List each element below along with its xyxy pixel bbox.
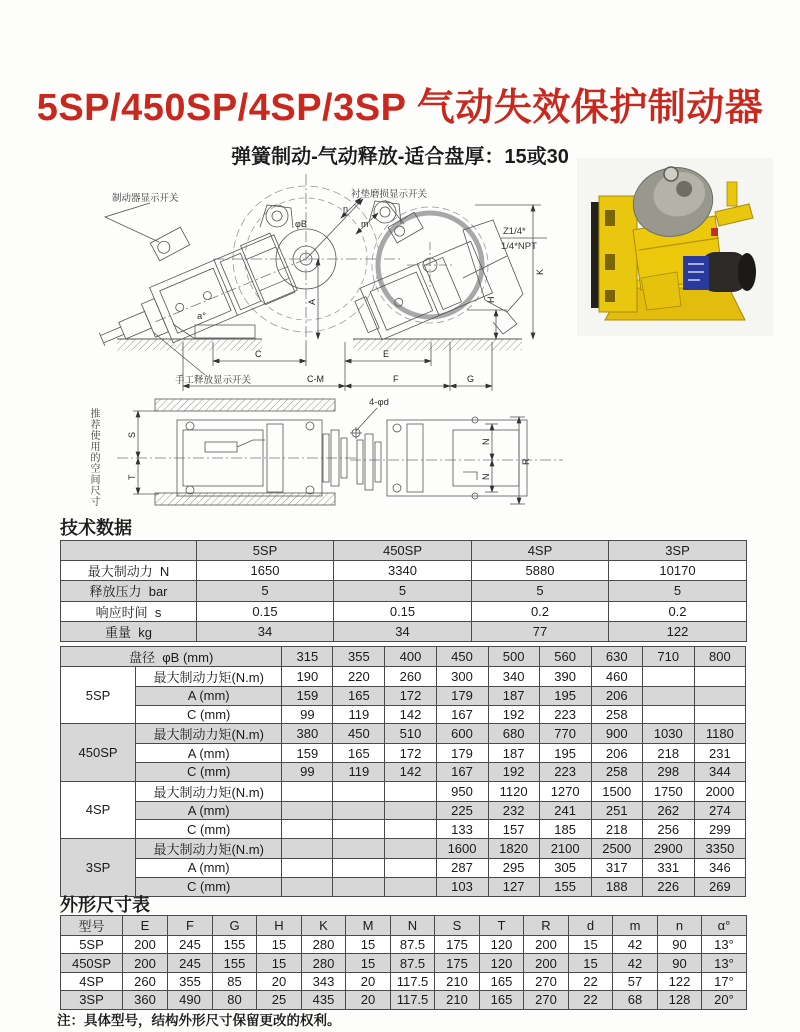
table-cell: 280 <box>302 936 346 954</box>
row-label: C (mm) <box>136 820 282 839</box>
table-cell <box>282 877 333 896</box>
table-cell <box>385 781 436 801</box>
table-cell: 128 <box>658 991 702 1009</box>
table-cell: 57 <box>613 972 658 990</box>
table-cell: 241 <box>539 801 591 820</box>
column-header: F <box>168 916 213 936</box>
table-cell: 258 <box>591 763 642 782</box>
row-label: 最大制动力矩(N.m) <box>136 724 282 744</box>
table-cell: 165 <box>333 744 385 763</box>
table-cell: 5 <box>334 581 472 601</box>
tech-data-heading: 技术数据 <box>60 518 132 538</box>
table-cell <box>333 820 385 839</box>
table-cell: 1270 <box>539 781 591 801</box>
table-cell: 258 <box>591 705 642 724</box>
table-cell: 380 <box>282 724 333 744</box>
table-cell: 200 <box>524 954 569 972</box>
dim-A: A <box>307 298 317 305</box>
dim-G: G <box>467 374 475 384</box>
table-cell <box>282 839 333 859</box>
table-cell: 251 <box>591 801 642 820</box>
table-cell: 90 <box>658 954 702 972</box>
pad-wear-switch-callout: 衬垫磨损显示开关 <box>351 189 428 200</box>
table-cell: 34 <box>334 621 472 641</box>
table-cell: 1820 <box>488 839 539 859</box>
table-cell: 179 <box>436 687 488 706</box>
table-cell: 210 <box>435 991 480 1009</box>
column-header: H <box>257 916 302 936</box>
column-header: 3SP <box>609 541 747 561</box>
table-cell: 117.5 <box>391 991 435 1009</box>
table-cell: 15 <box>346 936 391 954</box>
table-cell: 77 <box>472 621 609 641</box>
table-cell: 1500 <box>591 781 642 801</box>
dim-H: H <box>486 296 496 303</box>
table-cell: 2900 <box>642 839 694 859</box>
row-label: A (mm) <box>136 687 282 706</box>
table-cell: 20° <box>702 991 747 1009</box>
column-header: 560 <box>539 647 591 667</box>
table-cell: 770 <box>539 724 591 744</box>
table-cell: 120 <box>480 954 524 972</box>
table-cell: 3340 <box>334 561 472 581</box>
table-cell: 206 <box>591 687 642 706</box>
table-cell: 99 <box>282 705 333 724</box>
model-cell: 4SP <box>61 781 136 838</box>
table-cell: 127 <box>488 877 539 896</box>
table-row <box>61 859 746 878</box>
table-cell: 218 <box>642 744 694 763</box>
table-cell: 1600 <box>436 839 488 859</box>
table-cell: 42 <box>613 954 658 972</box>
table-cell <box>333 859 385 878</box>
table-cell <box>333 839 385 859</box>
column-header: 450 <box>436 647 488 667</box>
table-cell: 15 <box>257 936 302 954</box>
table-cell: 25 <box>257 991 302 1009</box>
table-cell: 223 <box>539 763 591 782</box>
table-cell: 2500 <box>591 839 642 859</box>
table-cell: 200 <box>524 936 569 954</box>
page-subtitle: 弹簧制动-气动释放-适合盘厚：15或30 <box>231 146 569 168</box>
table-row <box>61 724 746 744</box>
table-cell: 167 <box>436 763 488 782</box>
row-label: A (mm) <box>136 744 282 763</box>
table-cell <box>642 705 694 724</box>
table-cell <box>642 687 694 706</box>
column-header: d <box>569 916 613 936</box>
table-cell: 360 <box>123 991 168 1009</box>
dim-F: F <box>393 374 399 384</box>
column-header: S <box>435 916 480 936</box>
table-cell: 298 <box>642 763 694 782</box>
table-cell: 20 <box>257 972 302 990</box>
table-cell: 226 <box>642 877 694 896</box>
row-label: C (mm) <box>136 763 282 782</box>
table-cell: 305 <box>539 859 591 878</box>
table-cell <box>694 687 745 706</box>
row-label: 最大制动力矩(N.m) <box>136 839 282 859</box>
table-cell: 220 <box>333 667 385 687</box>
table-cell <box>385 877 436 896</box>
table-cell: 68 <box>613 991 658 1009</box>
model-cell: 5SP <box>61 936 123 954</box>
model-cell: 3SP <box>61 839 136 896</box>
angle-label: a° <box>197 311 207 322</box>
table-cell <box>642 667 694 687</box>
column-header: 4SP <box>472 541 609 561</box>
column-header: m <box>613 916 658 936</box>
dimensions-table <box>60 915 747 1010</box>
table-cell: 5 <box>472 581 609 601</box>
table-row <box>61 991 747 1009</box>
table-cell: 120 <box>480 936 524 954</box>
table-cell: 680 <box>488 724 539 744</box>
table-cell <box>282 781 333 801</box>
table-cell: 165 <box>480 991 524 1009</box>
table-row <box>61 781 746 801</box>
table-cell: 190 <box>282 667 333 687</box>
table-cell: 142 <box>385 763 436 782</box>
row-label: 释放压力 bar <box>61 581 197 601</box>
table-row <box>61 972 747 990</box>
table-cell: 15 <box>257 954 302 972</box>
table-cell: 155 <box>213 954 257 972</box>
table-row <box>61 667 746 687</box>
column-header: α° <box>702 916 747 936</box>
table-cell: 2100 <box>539 839 591 859</box>
table-cell: 34 <box>197 621 334 641</box>
table-cell: 5880 <box>472 561 609 581</box>
dimensions-heading: 外形尺寸表 <box>60 895 150 915</box>
table-cell <box>333 781 385 801</box>
table-cell: 231 <box>694 744 745 763</box>
table-cell: 260 <box>123 972 168 990</box>
table-cell: 17° <box>702 972 747 990</box>
column-header: 400 <box>385 647 436 667</box>
column-header: 500 <box>488 647 539 667</box>
product-photo <box>577 158 773 336</box>
table-row <box>61 561 747 581</box>
table-cell: 119 <box>333 705 385 724</box>
table-cell: 103 <box>436 877 488 896</box>
table-cell <box>282 820 333 839</box>
table-cell: 450 <box>333 724 385 744</box>
column-header: 630 <box>591 647 642 667</box>
table-header-row <box>61 647 746 667</box>
table-cell: 262 <box>642 801 694 820</box>
table-cell: 331 <box>642 859 694 878</box>
dim-K: K <box>535 268 545 275</box>
table-cell: 340 <box>488 667 539 687</box>
model-cell: 4SP <box>61 972 123 990</box>
table-cell: 218 <box>591 820 642 839</box>
table-cell: 159 <box>282 687 333 706</box>
table-cell <box>333 877 385 896</box>
row-label: A (mm) <box>136 859 282 878</box>
table-cell: 15 <box>346 954 391 972</box>
table-cell: 510 <box>385 724 436 744</box>
table-cell: 600 <box>436 724 488 744</box>
table-cell: 155 <box>539 877 591 896</box>
table-row <box>61 820 746 839</box>
model-cell: 450SP <box>61 724 136 781</box>
table-cell: 175 <box>435 936 480 954</box>
column-header: 盘径 φB (mm) <box>61 647 282 667</box>
column-header: G <box>213 916 257 936</box>
model-cell: 450SP <box>61 954 123 972</box>
table-cell: 172 <box>385 744 436 763</box>
table-row <box>61 936 747 954</box>
table-cell: 22 <box>569 972 613 990</box>
table-cell: 2000 <box>694 781 745 801</box>
model-cell: 5SP <box>61 667 136 724</box>
column-header: 5SP <box>197 541 334 561</box>
table-cell: 185 <box>539 820 591 839</box>
dim-m-arc: m <box>361 219 369 229</box>
table-cell: 192 <box>488 705 539 724</box>
table-row <box>61 877 746 896</box>
table-cell: 13° <box>702 936 747 954</box>
table-cell: 200 <box>123 954 168 972</box>
table-cell <box>333 801 385 820</box>
table-cell <box>694 667 745 687</box>
dim-C: C <box>255 349 262 359</box>
table-cell: 187 <box>488 744 539 763</box>
column-header: 800 <box>694 647 745 667</box>
table-cell: 232 <box>488 801 539 820</box>
table-row <box>61 839 746 859</box>
dim-E: E <box>383 349 390 359</box>
table-cell: 223 <box>539 705 591 724</box>
table-cell: 0.2 <box>472 601 609 621</box>
column-header: 710 <box>642 647 694 667</box>
brake-switch-callout: 制动器显示开关 <box>112 193 179 204</box>
column-header: T <box>480 916 524 936</box>
column-header: N <box>391 916 435 936</box>
table-cell: 280 <box>302 954 346 972</box>
table-cell: 122 <box>609 621 747 641</box>
table-cell: 0.15 <box>334 601 472 621</box>
tech-data-table <box>60 540 747 642</box>
table-row <box>61 601 747 621</box>
table-cell: 85 <box>213 972 257 990</box>
table-cell <box>385 839 436 859</box>
table-cell: 15 <box>569 936 613 954</box>
table-cell: 175 <box>435 954 480 972</box>
table-header-row <box>61 541 747 561</box>
table-cell: 20 <box>346 972 391 990</box>
column-header: 315 <box>282 647 333 667</box>
table-cell: 87.5 <box>391 936 435 954</box>
table-cell: 159 <box>282 744 333 763</box>
table-cell: 187 <box>488 687 539 706</box>
column-header: n <box>658 916 702 936</box>
table-cell: 1030 <box>642 724 694 744</box>
page-title: 5SP/450SP/4SP/3SP 气动失效保护制动器 <box>36 87 764 129</box>
table-cell: 256 <box>642 820 694 839</box>
space-hint-label: 推荐使用的空间尺寸 <box>88 408 99 507</box>
row-label: 重量 kg <box>61 621 197 641</box>
table-cell: 295 <box>488 859 539 878</box>
table-cell: 390 <box>539 667 591 687</box>
technical-drawing <box>55 172 570 517</box>
table-cell: 1120 <box>488 781 539 801</box>
column-header: 450SP <box>334 541 472 561</box>
table-cell: 165 <box>333 687 385 706</box>
table-cell: 274 <box>694 801 745 820</box>
table-cell: 270 <box>524 972 569 990</box>
port-label-line1: Z1/4* <box>503 226 526 237</box>
table-cell: 200 <box>123 936 168 954</box>
table-cell: 142 <box>385 705 436 724</box>
table-cell: 99 <box>282 763 333 782</box>
dim-n-arc: n <box>343 204 349 214</box>
table-cell: 210 <box>435 972 480 990</box>
table-cell: 1750 <box>642 781 694 801</box>
table-row <box>61 687 746 706</box>
table-row <box>61 705 746 724</box>
table-cell: 5 <box>609 581 747 601</box>
manual-release-callout: 手工释放显示开关 <box>175 375 252 386</box>
row-label: A (mm) <box>136 801 282 820</box>
torque-table <box>60 646 746 897</box>
table-cell: 1180 <box>694 724 745 744</box>
holes-label: 4-φd <box>369 397 389 408</box>
table-cell: 260 <box>385 667 436 687</box>
column-header: M <box>346 916 391 936</box>
row-label: C (mm) <box>136 705 282 724</box>
table-cell: 192 <box>488 763 539 782</box>
table-cell <box>385 859 436 878</box>
table-cell <box>385 801 436 820</box>
dim-R: R <box>521 458 531 465</box>
dim-N-lower: N <box>481 473 491 480</box>
table-cell: 900 <box>591 724 642 744</box>
table-cell: 195 <box>539 744 591 763</box>
table-cell: 188 <box>591 877 642 896</box>
table-row <box>61 621 747 641</box>
row-label: 最大制动力矩(N.m) <box>136 781 282 801</box>
table-cell: 15 <box>569 954 613 972</box>
table-cell: 206 <box>591 744 642 763</box>
column-header <box>61 541 197 561</box>
table-cell: 10170 <box>609 561 747 581</box>
column-header: 型号 <box>61 916 123 936</box>
table-cell: 22 <box>569 991 613 1009</box>
dim-CM: C-M <box>307 374 324 384</box>
table-cell: 269 <box>694 877 745 896</box>
table-cell: 950 <box>436 781 488 801</box>
table-row <box>61 744 746 763</box>
table-cell: 225 <box>436 801 488 820</box>
dim-N-upper: N <box>481 438 491 445</box>
table-cell: 0.2 <box>609 601 747 621</box>
table-cell: 1650 <box>197 561 334 581</box>
row-label: 最大制动力 N <box>61 561 197 581</box>
table-cell: 155 <box>213 936 257 954</box>
dim-S: S <box>127 431 137 438</box>
footnote: 注：具体型号，结构外形尺寸保留更改的权利。 <box>57 1013 341 1028</box>
table-cell: 299 <box>694 820 745 839</box>
dim-phiB: φB <box>295 219 307 229</box>
column-header: R <box>524 916 569 936</box>
table-cell: 0.15 <box>197 601 334 621</box>
table-cell <box>282 859 333 878</box>
table-cell: 346 <box>694 859 745 878</box>
table-cell: 287 <box>436 859 488 878</box>
table-row <box>61 801 746 820</box>
table-cell: 80 <box>213 991 257 1009</box>
table-cell: 460 <box>591 667 642 687</box>
table-cell: 5 <box>197 581 334 601</box>
model-cell: 3SP <box>61 991 123 1009</box>
row-label: 响应时间 s <box>61 601 197 621</box>
table-cell: 300 <box>436 667 488 687</box>
table-row <box>61 954 747 972</box>
table-cell: 122 <box>658 972 702 990</box>
table-cell <box>282 801 333 820</box>
table-cell: 117.5 <box>391 972 435 990</box>
port-label-line2: 1/4*NPT <box>501 241 537 252</box>
table-cell: 245 <box>168 954 213 972</box>
table-cell: 3350 <box>694 839 745 859</box>
table-cell: 167 <box>436 705 488 724</box>
row-label: C (mm) <box>136 877 282 896</box>
table-cell <box>385 820 436 839</box>
table-header-row <box>61 916 747 936</box>
table-cell: 133 <box>436 820 488 839</box>
table-cell: 490 <box>168 991 213 1009</box>
column-header: 355 <box>333 647 385 667</box>
table-cell: 245 <box>168 936 213 954</box>
table-cell: 42 <box>613 936 658 954</box>
table-cell: 165 <box>480 972 524 990</box>
table-cell: 317 <box>591 859 642 878</box>
dim-T: T <box>127 474 137 480</box>
table-cell: 343 <box>302 972 346 990</box>
table-cell: 179 <box>436 744 488 763</box>
column-header: K <box>302 916 346 936</box>
table-cell: 270 <box>524 991 569 1009</box>
table-cell: 344 <box>694 763 745 782</box>
table-cell: 20 <box>346 991 391 1009</box>
table-cell: 355 <box>168 972 213 990</box>
table-row <box>61 581 747 601</box>
table-cell: 195 <box>539 687 591 706</box>
table-cell: 119 <box>333 763 385 782</box>
column-header: E <box>123 916 168 936</box>
table-cell <box>694 705 745 724</box>
row-label: 最大制动力矩(N.m) <box>136 667 282 687</box>
table-row <box>61 763 746 782</box>
table-cell: 90 <box>658 936 702 954</box>
table-cell: 172 <box>385 687 436 706</box>
table-cell: 435 <box>302 991 346 1009</box>
table-cell: 157 <box>488 820 539 839</box>
table-cell: 13° <box>702 954 747 972</box>
table-cell: 87.5 <box>391 954 435 972</box>
